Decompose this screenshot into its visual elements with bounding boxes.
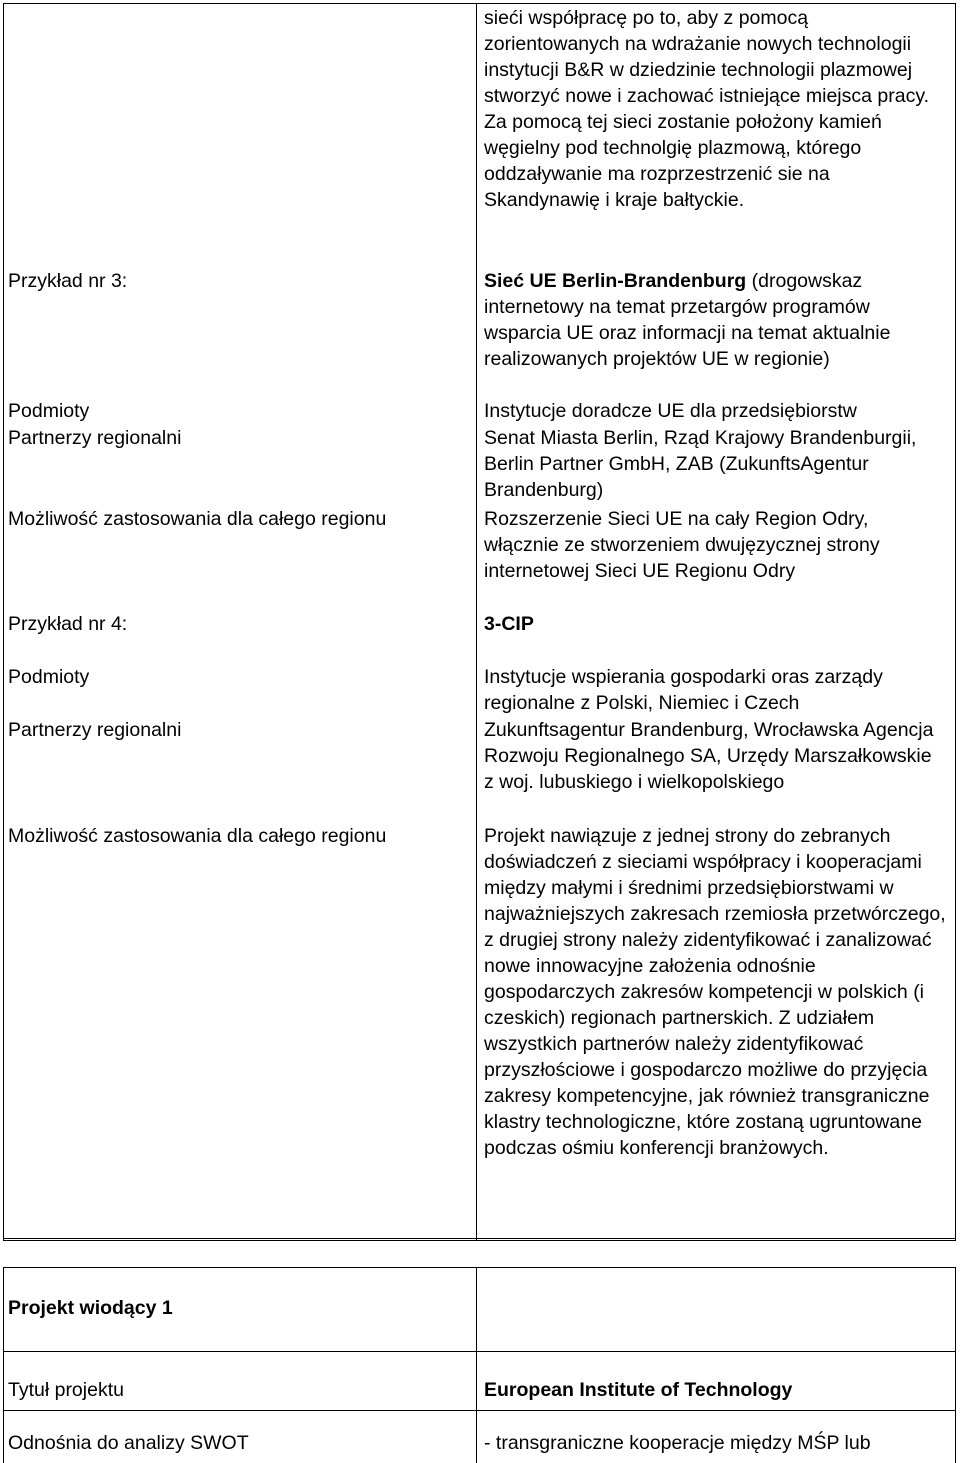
swot-reference-value: - transgraniczne kooperacje między MŚP lub <box>484 1432 871 1454</box>
example3-heading: Przykład nr 3: <box>8 270 128 292</box>
project-title-value <box>484 1377 946 1403</box>
example3-partnerzy-label: Partnerzy regionalni <box>8 427 182 449</box>
swot-reference-label: Odnośnia do analizy SWOT <box>8 1432 249 1454</box>
project-title-label: Tytuł projektu <box>8 1379 124 1401</box>
example4-podmioty-label: Podmioty <box>8 666 90 688</box>
example3-title-bold: Sieć UE Berlin-Brandenburg <box>484 270 747 292</box>
example3-podmioty-label: Podmioty <box>8 400 90 422</box>
example4-title-bold: 3-CIP <box>484 613 534 635</box>
example4-podmioty-value: Instytucje wspierania gospodarki oras zarządy regionalne z Polski, Niemiec i Czech <box>484 666 883 714</box>
example3-mozliwosc-label: Możliwość zastosowania dla całego regionu <box>8 508 387 530</box>
column-divider <box>476 4 477 1240</box>
example3-mozliwosc-value: Rozszerzenie Sieci UE na cały Region Odry, włącznie ze stworzeniem dwujęzycznej strony internetowej Sieci UE Regionu Odry <box>484 508 880 582</box>
project-title-value-text: European Institute of Technology <box>484 1379 793 1401</box>
row-divider <box>4 1351 955 1352</box>
lead-project-heading-text: Projekt wiodący 1 <box>8 1297 173 1319</box>
example4-title <box>484 611 946 637</box>
example4-partnerzy-value: Zukunftsagentur Brandenburg, Wrocławska Agencja Rozwoju Regionalnego SA, Urzędy Marszałkowskie z woj. lubuskiego i wielkopolskiego <box>484 719 934 793</box>
column-divider <box>476 1268 477 1463</box>
example3-partnerzy-value: Senat Miasta Berlin, Rząd Krajowy Brandenburgii, Berlin Partner GmbH, ZAB (ZukunftsAgentur Brandenburg) <box>484 427 917 501</box>
example3-title-rest: (drogowskaz internetowy na temat przetargów programów wsparcia UE oraz informacji na temat aktualnie realizowanych projektów UE w regionie) <box>484 270 891 370</box>
example3-title <box>484 268 946 372</box>
table-bottom-rule <box>4 1238 955 1239</box>
example4-mozliwosc-label: Możliwość zastosowania dla całego regionu <box>8 825 387 847</box>
example4-heading: Przykład nr 4: <box>8 613 128 635</box>
example3-podmioty-value: Instytucje doradcze UE dla przedsiębiorstw <box>484 400 857 422</box>
example4-mozliwosc-value: Projekt nawiązuje z jednej strony do zebranych doświadczeń z sieciami współpracy i kooperacjami między małymi i średnimi przedsiębiorstwami w najważniejszych zakresach rzemiosła przetwórczego, z drugiej strony należy zidentyfikować i zanalizować nowe innowacyjne założenia odnośnie gospodarczych zakresów kompetencji w polskich (i czeskich) regionach partnerskich. Z udziałem wszystkich partnerów należy zidentyfikować przyszłościowe i gospodarczo możliwe do przyjęcia zakresy kompetencyjne, jak również transgraniczne klastry technologiczne, które zostaną ugruntowane podczas ośmiu konferencji branżowych. <box>484 825 946 1159</box>
lead-project-heading <box>8 1295 173 1321</box>
continuation-text: sieći współpracę po to, aby z pomocą zorientowanych na wdrażanie nowych technologii instytucji B&R w dziedzinie technologii plazmowej stworzyć nowe i zachować istniejące miejsca pracy. Za pomocą tej sieci zostanie położony kamień węgielny pod technolgię plazmową, którego oddzaływanie ma rozprzestrzenić sie na Skandynawię i kraje bałtyckie. <box>484 7 930 211</box>
row-divider <box>4 1410 955 1411</box>
example4-partnerzy-label: Partnerzy regionalni <box>8 719 182 741</box>
